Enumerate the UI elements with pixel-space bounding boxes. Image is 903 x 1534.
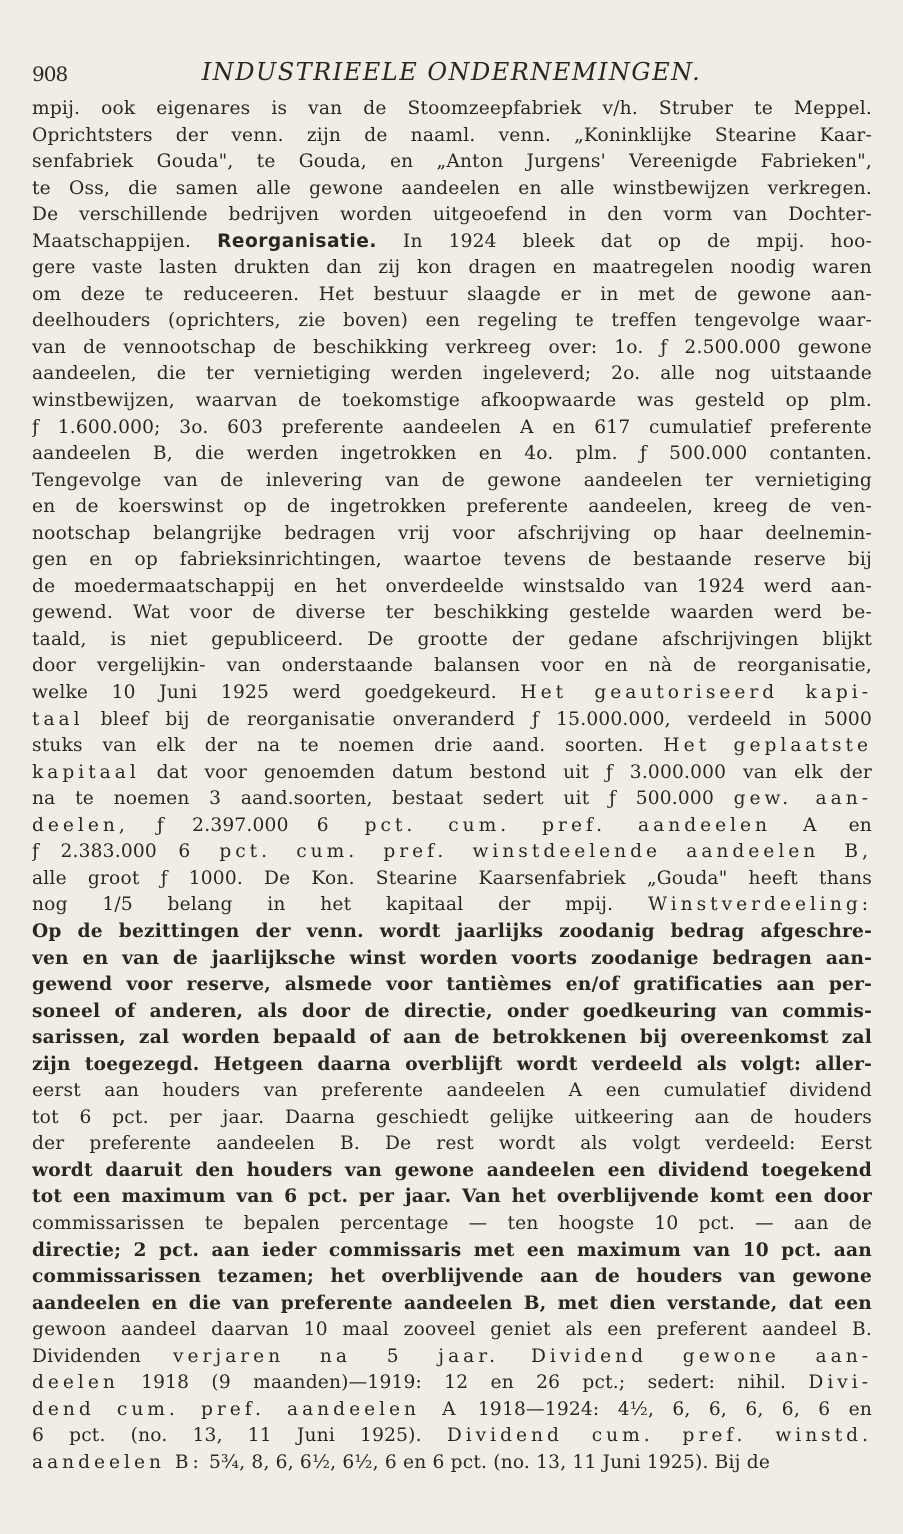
text-segment: Oprichtsters der venn. zijn de naaml. venn. „Koninklijke Stearine Kaar- [32,124,872,146]
text-segment: dat voor genoemden datum bestond uit ƒ 3.000.000 van elk der [139,761,872,783]
text-segment: gewend. Wat voor de diverse ter beschikking gestelde waarden werd be- [32,602,872,624]
text-segment: 1918 (9 maanden)—1919: 12 en 26 pct.; sedert: nihil. [118,1372,809,1394]
text-line [32,600,872,627]
text-segment: zijn toegezegd. Hetgeen daarna overblijft wordt verdeeld als volgt: aller- [32,1053,872,1075]
text-segment: aandeelen B: [32,1451,203,1473]
text-line [32,1238,872,1265]
text-segment: van onderstaande balansen voor en nà de reorganisatie, [205,655,872,677]
text-segment: welke 10 Juni 1925 werd goedgekeurd. [32,682,521,704]
text-line [32,707,872,734]
text-line [32,972,872,999]
text-segment: gen en op fabrieksinrichtingen, waartoe tevens de bestaande reserve bij [32,549,872,571]
text-line [32,1370,872,1397]
text-line [32,866,872,893]
text-line [32,1211,872,1238]
text-segment: soneel of anderen, als door de directie, onder goedkeuring van commis- [32,1000,872,1022]
text-line [32,335,872,362]
text-segment: winstbewijzen, waarvan de toekomstige afkoopwaarde was gesteld op plm. [32,390,872,412]
text-line [32,733,872,760]
text-segment: ƒ 1.600.000; 3o. 603 preferente aandeelen A en 617 cumulatief preferente [32,416,872,438]
text-line [32,1317,872,1344]
text-line [32,1052,872,1079]
text-segment: aandeelen, die ter vernietiging werden ingeleverd; 2o. alle nog uitstaande [32,363,872,385]
text-line [32,123,872,150]
text-line [32,839,872,866]
text-segment: Winstverdeeling: [647,894,872,916]
text-line [32,388,872,415]
text-segment: deelen, [32,814,129,836]
text-line [32,999,872,1026]
text-line [32,1131,872,1158]
text-segment: te Oss, die samen alle gewone aandeelen en alle winstbewijzen verkregen. [32,177,872,199]
text-line [32,760,872,787]
text-line [32,229,872,256]
text-segment: ƒ 2.383.000 [32,841,179,863]
text-line [32,627,872,654]
text-line [32,176,872,203]
text-segment: dend cum. pref. aandeelen A [32,1398,460,1420]
text-segment: bleef bij de reorganisatie onveranderd ƒ 15.000.000, verdeeld in 5000 [83,708,872,730]
text-line [32,547,872,574]
text-line [32,653,872,680]
text-line [32,919,872,946]
running-title: INDUSTRIEELE ONDERNEMINGEN. [201,58,702,86]
text-segment: Het geplaatste [663,735,872,757]
text-segment: gere vaste lasten drukten dan zij kon dragen en maatregelen noodig waren [32,257,872,279]
text-segment: Het geautoriseerd kapi- [520,682,872,704]
text-segment: Reorganisatie. [217,230,377,252]
text-segment: deelen [32,1372,119,1394]
text-line [32,494,872,521]
text-segment: Op de bezittingen der venn. wordt jaarlijks zoodanig bedrag afgeschre- [32,920,872,942]
text-segment: nootschap belangrijke bedragen vrij voor afschrijving op haar deelnemin- [32,522,872,544]
text-segment: Dividend cum. pref. winstd. [446,1425,872,1447]
text-segment: eerst aan houders van preferente aandeelen A een cumulatief dividend [32,1080,872,1102]
text-line [32,415,872,442]
text-segment: sarissen, zal worden bepaald of aan de betrokkenen bij overeenkomst zal [32,1027,872,1049]
text-segment: In 1924 bleek dat op de mpij. hoo- [376,230,872,252]
text-segment: aandeelen en die van preferente aandeelen B, met dien verstande, dat een [32,1292,872,1314]
text-segment: taald, is niet gepubliceerd. De grootte der gedane afschrijvingen blijkt [32,628,872,650]
page-header [32,58,871,92]
text-line [32,282,872,309]
text-line [32,1423,872,1450]
text-line [32,361,872,388]
text-segment: stuks van elk der na te noemen drie aand. soorten. [32,735,664,757]
text-segment: door vergelijkin [32,655,200,677]
text-segment: wordt daaruit den houders van gewone aandeelen een dividend toegekend [32,1159,872,1181]
text-segment: Maatschappijen. [32,230,218,252]
text-segment: tot 6 pct. per jaar. Daarna geschiedt gelijke uitkeering aan de houders [32,1106,872,1128]
text-line [32,574,872,601]
text-segment: - [199,655,206,677]
text-segment: en [820,814,872,836]
text-segment: nog 1/5 belang in het kapitaal der mpij. [32,894,648,916]
text-segment [499,1346,531,1367]
text-segment: 6 pct. cum. pref. aandeelen A [316,814,821,836]
text-segment: commissarissen tezamen; het overblijvende aan de houders van gewone [32,1266,872,1288]
text-segment: van de vennootschap de beschikking verkreeg over: 1o. ƒ 2.500.000 gewone [32,336,872,358]
text-line [32,1344,872,1371]
text-segment: kapitaal [32,761,140,783]
text-segment: gewend voor reserve, alsmede voor tantièmes en/of gratificaties aan per- [32,974,872,996]
text-line [32,441,872,468]
text-segment: der preferente aandeelen B. De rest wordt als volgt verdeeld: Eerst [32,1133,872,1155]
text-segment: de moedermaatschappij en het onverdeelde winstsaldo van 1924 werd aan- [32,575,872,597]
text-segment: Dividend gewone aan- [530,1345,872,1367]
text-line [32,202,872,229]
text-segment: alle groot ƒ 1000. De Kon. Stearine Kaarsenfabriek „Gouda" heeft thans [32,867,872,889]
text-segment: 6 pct. cum. pref. winstdeelende aandeelen B, [178,841,872,863]
text-segment: mpij. ook eigenares is van de Stoomzeepfabriek v/h. Struber te Meppel. [32,98,872,119]
text-segment: 5¾, 8, 6, 6½, 6½, 6 en 6 pct. (no. 13, 11 Juni 1925). Bij de [202,1451,771,1473]
text-line [32,521,872,548]
text-line [32,1184,872,1211]
text-segment: ƒ 2.397.000 [128,814,317,836]
text-segment: De verschillende bedrijven worden uitgeoefend in den vorm van Dochter- [32,204,872,226]
page-number: 908 [32,62,68,86]
text-segment: Tengevolge van de inlevering van de gewone aandeelen ter vernietiging [32,469,872,491]
text-line [32,308,872,335]
text-segment: aandeelen B, die werden ingetrokken en 4o. plm. ƒ 500.000 contanten. [32,443,872,465]
text-line [32,1105,872,1132]
text-segment: 1918—1924: 4½, 6, 6, 6, 6, 6 en [459,1398,872,1420]
text-segment: deelhouders (oprichters, zie boven) een regeling te treffen tengevolge waar- [32,310,872,332]
text-segment: ven en van de jaarlijksche winst worden voorts zoodanige bedragen aan- [32,947,872,969]
text-segment: 6 pct. (no. 13, 11 Juni 1925). [32,1425,447,1447]
text-segment: commissarissen te bepalen percentage — ten hoogste 10 pct. — aan de [32,1212,872,1234]
text-segment: Divi- [808,1372,872,1394]
text-line [32,946,872,973]
text-line [32,786,872,813]
text-line [32,680,872,707]
text-line [32,149,872,176]
text-segment: taal [32,708,84,730]
text-segment: gewoon aandeel daarvan 10 maal zooveel geniet als een preferent aandeel B. [32,1319,872,1341]
text-segment: na te noemen 3 aand.soorten, bestaat sedert uit ƒ 500.000 [32,788,734,810]
text-line [32,1264,872,1291]
text-segment: en de koerswinst op de ingetrokken preferente aandeelen, kreeg de ven- [32,496,872,518]
text-segment: gew. aan- [733,788,872,810]
text-line [32,813,872,840]
text-segment: om deze te reduceeren. Het bestuur slaagde er in met de gewone aan- [32,283,872,305]
text-line [32,255,872,282]
body-text [32,96,872,1476]
text-line [32,96,872,123]
text-line [32,1397,872,1424]
text-segment: verjaren na 5 jaar. [173,1345,499,1367]
text-line [32,1291,872,1318]
text-line [32,1450,872,1477]
text-segment: Dividenden [32,1345,174,1367]
text-line [32,1158,872,1185]
text-segment: tot een maximum van 6 pct. per jaar. Van het overblijvende komt een door [32,1186,872,1208]
text-line [32,1078,872,1105]
text-segment: senfabriek Gouda", te Gouda, en „Anton Jurgens' Vereenigde Fabrieken", [32,151,872,173]
text-line [32,468,872,495]
text-segment: directie; 2 pct. aan ieder commissaris met een maximum van 10 pct. aan [32,1239,872,1261]
text-line [32,1025,872,1052]
text-line [32,892,872,919]
